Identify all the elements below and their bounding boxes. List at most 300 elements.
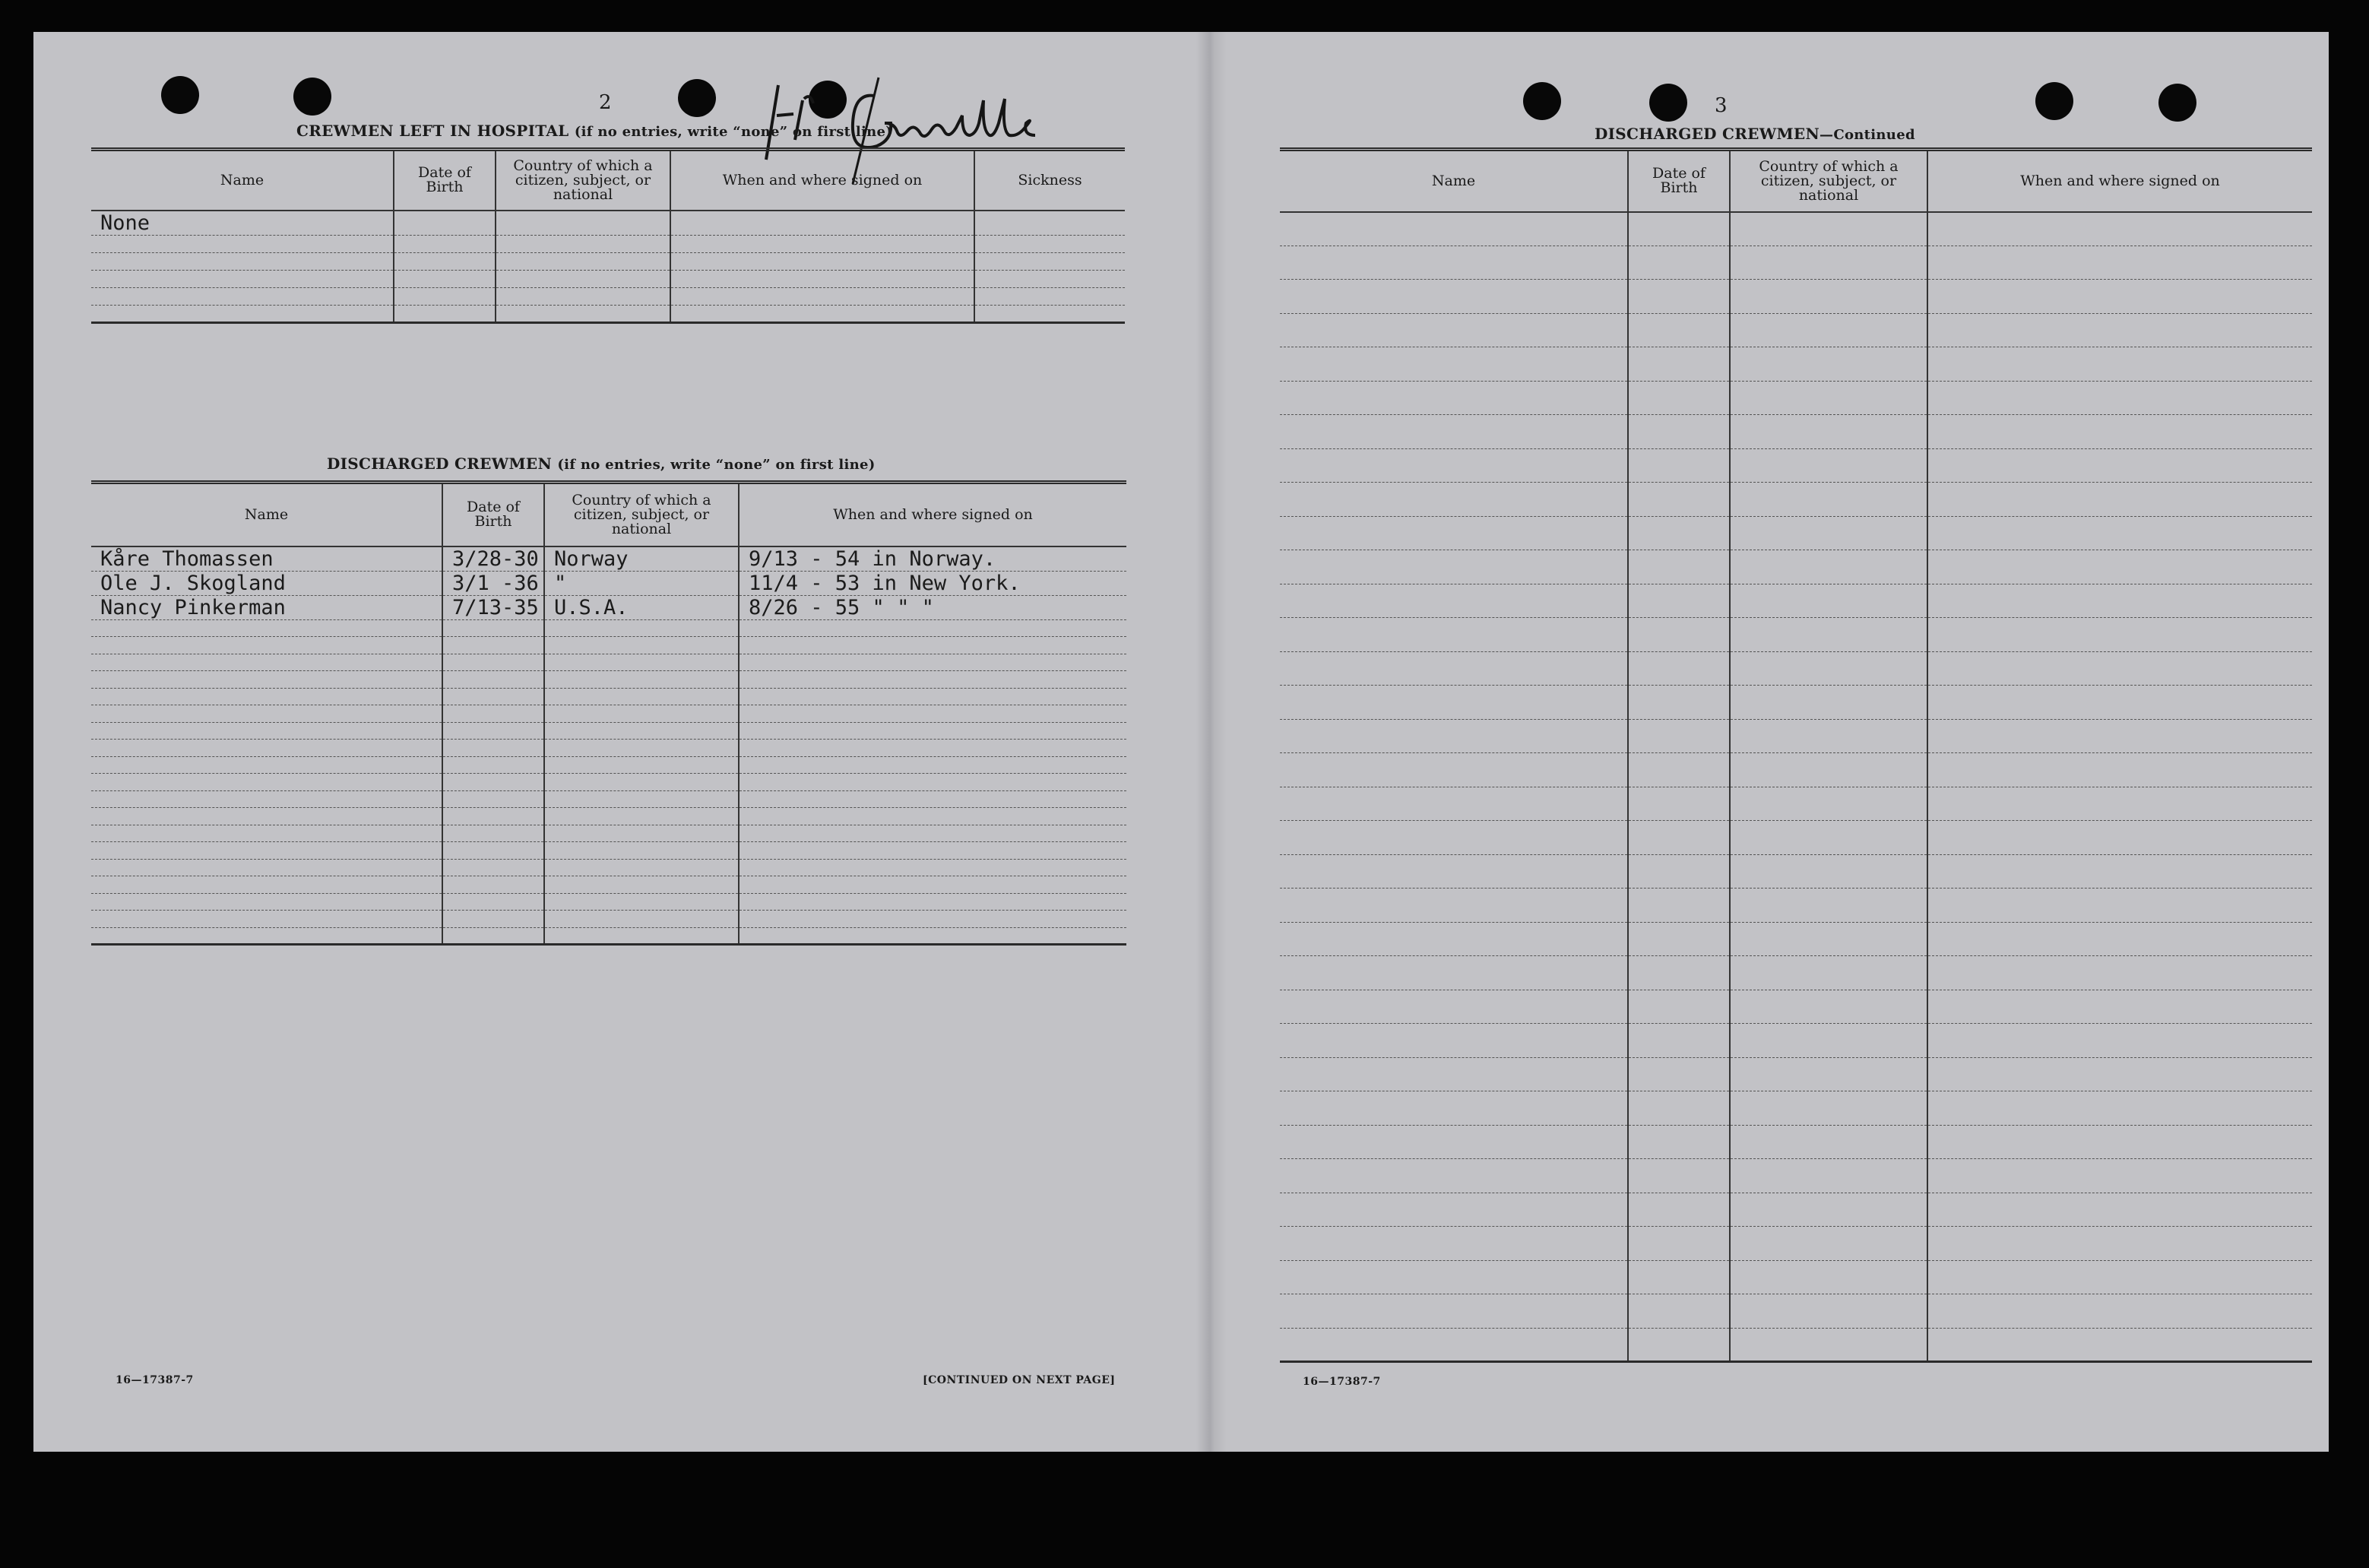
table-cell xyxy=(544,859,739,876)
table-row xyxy=(91,790,1126,808)
table-cell xyxy=(1280,719,1628,753)
right-page xyxy=(1227,32,2329,1452)
table-cell xyxy=(1730,550,1927,584)
table-cell xyxy=(496,270,670,287)
table-cell xyxy=(1628,347,1730,382)
table-row xyxy=(1280,1328,2312,1362)
table-cell xyxy=(1280,1057,1628,1091)
table-cell xyxy=(670,252,974,270)
table-cell xyxy=(670,305,974,322)
table-cell xyxy=(496,252,670,270)
table-cell xyxy=(394,252,496,270)
table-cell xyxy=(442,671,544,689)
table-row xyxy=(91,270,1125,287)
table-cell xyxy=(1628,313,1730,347)
table-row xyxy=(91,722,1126,740)
table-row xyxy=(1280,956,2312,990)
table-cell xyxy=(1730,212,1927,246)
table-cell xyxy=(91,911,442,928)
table-cell xyxy=(1628,1024,1730,1058)
table-cell xyxy=(544,722,739,740)
table-cell: Norway xyxy=(544,546,739,572)
table-cell xyxy=(91,637,442,654)
table-row xyxy=(91,595,1126,619)
table-cell xyxy=(91,756,442,774)
table-cell xyxy=(1730,821,1927,855)
table-cell xyxy=(1628,889,1730,923)
table-cell xyxy=(1730,245,1927,280)
table-cell xyxy=(394,287,496,305)
col-header-dob: Date of Birth xyxy=(394,150,496,211)
table-cell xyxy=(1280,448,1628,483)
table-cell xyxy=(739,927,1126,945)
table-cell xyxy=(1927,415,2312,449)
table-cell: 3/1 -36 xyxy=(442,571,544,595)
table-cell xyxy=(1628,618,1730,652)
table-row xyxy=(91,619,1126,637)
table-cell xyxy=(1628,990,1730,1024)
table-cell xyxy=(91,790,442,808)
hospital-section-title: CREWMEN LEFT IN HOSPITAL (if no entries, write “none” on first line) xyxy=(296,122,893,140)
table-cell xyxy=(1730,313,1927,347)
table-row xyxy=(1280,245,2312,280)
table-cell xyxy=(496,287,670,305)
table-cell xyxy=(1927,1260,2312,1294)
table-row xyxy=(1280,1159,2312,1193)
table-cell xyxy=(739,808,1126,825)
table-row xyxy=(1280,1024,2312,1058)
table-cell xyxy=(1628,787,1730,821)
table-cell xyxy=(1927,584,2312,618)
col-header-signed-on: When and where signed on xyxy=(1927,150,2312,212)
table-cell xyxy=(394,211,496,236)
table-cell: 9/13 - 54 in Norway. xyxy=(739,546,1126,572)
table-cell xyxy=(1628,1193,1730,1227)
discharged-continued-title: DISCHARGED CREWMEN—Continued xyxy=(1595,125,1915,143)
table-cell xyxy=(1730,651,1927,686)
table-cell xyxy=(91,287,394,305)
col-header-country: Country of which a citizen, subject, or national xyxy=(544,483,739,546)
table-cell xyxy=(739,790,1126,808)
table-cell xyxy=(544,671,739,689)
table-cell xyxy=(739,688,1126,705)
table-cell xyxy=(544,619,739,637)
table-row xyxy=(91,859,1126,876)
table-cell xyxy=(544,637,739,654)
table-cell xyxy=(670,270,974,287)
table-cell xyxy=(974,252,1125,270)
table-cell xyxy=(1628,1091,1730,1126)
table-row xyxy=(91,774,1126,791)
table-cell xyxy=(1628,956,1730,990)
table-cell xyxy=(442,756,544,774)
table-cell xyxy=(1730,1057,1927,1091)
table-cell: None xyxy=(91,211,394,236)
table-cell xyxy=(1730,990,1927,1024)
table-row xyxy=(91,756,1126,774)
table-cell xyxy=(1628,1294,1730,1329)
col-header-name: Name xyxy=(91,150,394,211)
table-cell xyxy=(1730,1193,1927,1227)
table-cell xyxy=(91,235,394,252)
table-cell xyxy=(1628,922,1730,956)
table-cell xyxy=(739,859,1126,876)
table-cell xyxy=(1628,1227,1730,1261)
table-cell xyxy=(1280,787,1628,821)
table-cell xyxy=(1628,753,1730,787)
table-cell xyxy=(974,287,1125,305)
table-cell xyxy=(91,705,442,723)
table-cell xyxy=(1927,245,2312,280)
table-cell xyxy=(91,722,442,740)
table-row xyxy=(1280,448,2312,483)
table-cell xyxy=(1730,381,1927,415)
table-cell xyxy=(739,911,1126,928)
table-cell xyxy=(1280,584,1628,618)
table-cell xyxy=(1280,313,1628,347)
table-cell xyxy=(1927,821,2312,855)
table-cell xyxy=(1280,990,1628,1024)
table-row xyxy=(1280,280,2312,314)
table-cell xyxy=(1927,448,2312,483)
table-cell xyxy=(739,740,1126,757)
table-cell xyxy=(1730,280,1927,314)
table-row xyxy=(1280,483,2312,517)
punch-hole xyxy=(1523,82,1561,120)
table-cell xyxy=(1927,1294,2312,1329)
punch-hole xyxy=(678,79,716,117)
table-cell xyxy=(739,722,1126,740)
table-cell xyxy=(91,876,442,894)
table-cell xyxy=(442,876,544,894)
table-cell xyxy=(739,637,1126,654)
table-row xyxy=(1280,347,2312,382)
table-cell xyxy=(1280,1328,1628,1362)
table-cell xyxy=(1628,686,1730,720)
table-cell xyxy=(1280,1260,1628,1294)
table-cell xyxy=(91,893,442,911)
table-cell xyxy=(739,842,1126,860)
left-page xyxy=(33,32,1196,1452)
table-cell xyxy=(1280,483,1628,517)
table-cell xyxy=(1730,1091,1927,1126)
table-cell xyxy=(1280,1091,1628,1126)
table-cell xyxy=(739,654,1126,671)
table-cell xyxy=(1628,719,1730,753)
col-header-name: Name xyxy=(1280,150,1628,212)
table-cell xyxy=(1628,280,1730,314)
table-cell xyxy=(739,825,1126,842)
table-row xyxy=(1280,1260,2312,1294)
table-cell xyxy=(91,270,394,287)
table-cell xyxy=(1280,550,1628,584)
table-cell xyxy=(1280,618,1628,652)
table-row xyxy=(1280,854,2312,889)
table-cell xyxy=(544,774,739,791)
table-row xyxy=(91,893,1126,911)
table-cell xyxy=(91,842,442,860)
form-number: 16—17387-7 xyxy=(1303,1376,1381,1388)
table-cell xyxy=(1927,854,2312,889)
table-cell xyxy=(442,774,544,791)
table-cell xyxy=(91,252,394,270)
table-row xyxy=(1280,686,2312,720)
table-row xyxy=(91,211,1125,236)
table-cell xyxy=(1927,686,2312,720)
table-cell xyxy=(1927,313,2312,347)
table-cell xyxy=(739,893,1126,911)
table-cell xyxy=(1280,1227,1628,1261)
table-cell: 8/26 - 55 " " " xyxy=(739,595,1126,619)
document-sheet xyxy=(33,32,2329,1452)
table-cell xyxy=(1730,1294,1927,1329)
table-cell xyxy=(1730,584,1927,618)
table-row xyxy=(1280,1227,2312,1261)
table-row xyxy=(91,825,1126,842)
form-number: 16—17387-7 xyxy=(116,1374,194,1386)
annotation-text: Granville xyxy=(763,70,767,71)
table-cell xyxy=(1730,787,1927,821)
table-cell xyxy=(394,270,496,287)
table-cell xyxy=(739,619,1126,637)
table-cell xyxy=(91,305,394,322)
table-cell xyxy=(1280,347,1628,382)
table-cell xyxy=(1730,448,1927,483)
table-row xyxy=(91,287,1125,305)
table-cell xyxy=(544,876,739,894)
table-cell xyxy=(1628,516,1730,550)
table-cell: Ole J. Skogland xyxy=(91,571,442,595)
table-row xyxy=(91,842,1126,860)
table-cell xyxy=(91,774,442,791)
table-cell xyxy=(1927,550,2312,584)
table-cell xyxy=(1280,651,1628,686)
table-cell xyxy=(394,305,496,322)
table-row xyxy=(91,671,1126,689)
table-row xyxy=(91,571,1126,595)
table-row xyxy=(91,252,1125,270)
punch-hole xyxy=(1649,84,1687,122)
table-cell xyxy=(739,876,1126,894)
table-row xyxy=(91,637,1126,654)
table-cell xyxy=(1628,1057,1730,1091)
table-cell xyxy=(1280,280,1628,314)
table-row xyxy=(1280,990,2312,1024)
table-cell xyxy=(1730,719,1927,753)
page-number: 2 xyxy=(599,91,612,114)
table-row xyxy=(91,705,1126,723)
col-header-country: Country of which a citizen, subject, or national xyxy=(1730,150,1927,212)
col-header-dob: Date of Birth xyxy=(1628,150,1730,212)
table-cell xyxy=(1927,1227,2312,1261)
table-cell: Nancy Pinkerman xyxy=(91,595,442,619)
table-row xyxy=(1280,651,2312,686)
page-fold xyxy=(1196,32,1227,1452)
table-cell xyxy=(670,287,974,305)
table-cell: 3/28-30 xyxy=(442,546,544,572)
table-cell xyxy=(1280,212,1628,246)
table-cell: 11/4 - 53 in New York. xyxy=(739,571,1126,595)
table-cell xyxy=(1628,550,1730,584)
table-cell xyxy=(1628,483,1730,517)
table-cell xyxy=(544,842,739,860)
table-row xyxy=(1280,821,2312,855)
table-row xyxy=(1280,1193,2312,1227)
table-cell xyxy=(1927,1057,2312,1091)
table-cell xyxy=(1927,956,2312,990)
table-row xyxy=(1280,415,2312,449)
table-cell xyxy=(1927,280,2312,314)
discharged-continued-table xyxy=(1280,147,2312,1363)
table-cell: " xyxy=(544,571,739,595)
table-cell xyxy=(1927,1091,2312,1126)
table-row xyxy=(1280,584,2312,618)
table-row xyxy=(1280,516,2312,550)
table-cell xyxy=(1927,753,2312,787)
table-row xyxy=(91,927,1126,945)
table-cell xyxy=(1280,1294,1628,1329)
table-cell xyxy=(1280,415,1628,449)
table-cell xyxy=(442,619,544,637)
table-cell xyxy=(1628,415,1730,449)
table-cell xyxy=(91,688,442,705)
table-cell xyxy=(739,756,1126,774)
table-cell xyxy=(544,893,739,911)
table-row xyxy=(1280,719,2312,753)
col-header-dob: Date of Birth xyxy=(442,483,544,546)
table-cell xyxy=(1730,1260,1927,1294)
table-cell xyxy=(1280,956,1628,990)
table-cell xyxy=(544,688,739,705)
table-cell xyxy=(91,740,442,757)
table-cell xyxy=(1628,245,1730,280)
table-cell xyxy=(1730,1125,1927,1159)
table-cell xyxy=(1730,347,1927,382)
table-cell xyxy=(442,893,544,911)
table-row xyxy=(91,808,1126,825)
table-cell xyxy=(1628,1125,1730,1159)
table-cell xyxy=(1628,651,1730,686)
table-cell xyxy=(442,654,544,671)
table-cell xyxy=(1927,381,2312,415)
table-cell xyxy=(1628,1260,1730,1294)
hospital-table xyxy=(91,147,1125,324)
discharged-section-title: DISCHARGED CREWMEN (if no entries, write “none” on first line) xyxy=(327,455,876,473)
table-cell xyxy=(974,211,1125,236)
table-cell xyxy=(1730,753,1927,787)
table-cell xyxy=(739,774,1126,791)
col-header-sickness: Sickness xyxy=(974,150,1125,211)
table-cell xyxy=(1927,483,2312,517)
table-cell xyxy=(91,671,442,689)
table-cell xyxy=(1730,618,1927,652)
table-cell xyxy=(1628,584,1730,618)
table-cell xyxy=(1280,821,1628,855)
col-header-country: Country of which a citizen, subject, or national xyxy=(496,150,670,211)
table-cell xyxy=(1628,821,1730,855)
table-cell xyxy=(1927,651,2312,686)
table-cell xyxy=(442,911,544,928)
table-cell xyxy=(544,705,739,723)
table-row xyxy=(91,876,1126,894)
table-cell xyxy=(496,235,670,252)
table-row xyxy=(91,546,1126,572)
table-cell xyxy=(91,859,442,876)
table-cell xyxy=(442,637,544,654)
table-cell xyxy=(1927,347,2312,382)
table-cell xyxy=(1927,516,2312,550)
table-cell xyxy=(91,654,442,671)
table-cell xyxy=(1730,889,1927,923)
table-row xyxy=(1280,753,2312,787)
table-cell xyxy=(670,211,974,236)
table-row xyxy=(1280,381,2312,415)
table-cell xyxy=(1280,245,1628,280)
table-cell xyxy=(442,842,544,860)
table-row xyxy=(91,235,1125,252)
table-row xyxy=(1280,1091,2312,1126)
table-row xyxy=(91,911,1126,928)
table-cell xyxy=(1927,1024,2312,1058)
table-cell xyxy=(1628,1328,1730,1362)
col-header-name: Name xyxy=(91,483,442,546)
table-cell xyxy=(1280,1159,1628,1193)
table-cell xyxy=(1927,990,2312,1024)
table-cell xyxy=(1730,854,1927,889)
table-cell xyxy=(1628,854,1730,889)
table-cell xyxy=(91,808,442,825)
punch-hole xyxy=(2158,84,2196,122)
table-cell xyxy=(91,619,442,637)
table-cell xyxy=(91,825,442,842)
table-cell xyxy=(1280,1193,1628,1227)
table-cell xyxy=(1927,212,2312,246)
table-cell xyxy=(1280,516,1628,550)
punch-hole xyxy=(293,78,331,116)
table-cell xyxy=(496,305,670,322)
table-cell xyxy=(1280,686,1628,720)
table-cell: 7/13-35 xyxy=(442,595,544,619)
table-row xyxy=(1280,1057,2312,1091)
table-cell xyxy=(1730,1024,1927,1058)
table-cell xyxy=(442,859,544,876)
table-cell xyxy=(442,790,544,808)
table-row xyxy=(1280,787,2312,821)
table-cell xyxy=(442,688,544,705)
table-cell xyxy=(496,211,670,236)
table-cell xyxy=(1628,212,1730,246)
table-row xyxy=(1280,1125,2312,1159)
table-cell xyxy=(1280,854,1628,889)
table-row xyxy=(1280,212,2312,246)
table-row xyxy=(1280,313,2312,347)
table-row xyxy=(1280,922,2312,956)
col-header-signed-on: When and where signed on xyxy=(670,150,974,211)
table-cell xyxy=(1927,1328,2312,1362)
table-cell xyxy=(544,790,739,808)
table-cell xyxy=(739,671,1126,689)
table-cell xyxy=(1280,1024,1628,1058)
table-cell xyxy=(974,305,1125,322)
table-cell xyxy=(974,235,1125,252)
table-cell xyxy=(1927,787,2312,821)
table-cell xyxy=(1280,753,1628,787)
table-cell xyxy=(1927,1125,2312,1159)
table-row xyxy=(1280,550,2312,584)
punch-hole xyxy=(161,76,199,114)
punch-hole xyxy=(2035,82,2073,120)
table-cell: Kåre Thomassen xyxy=(91,546,442,572)
